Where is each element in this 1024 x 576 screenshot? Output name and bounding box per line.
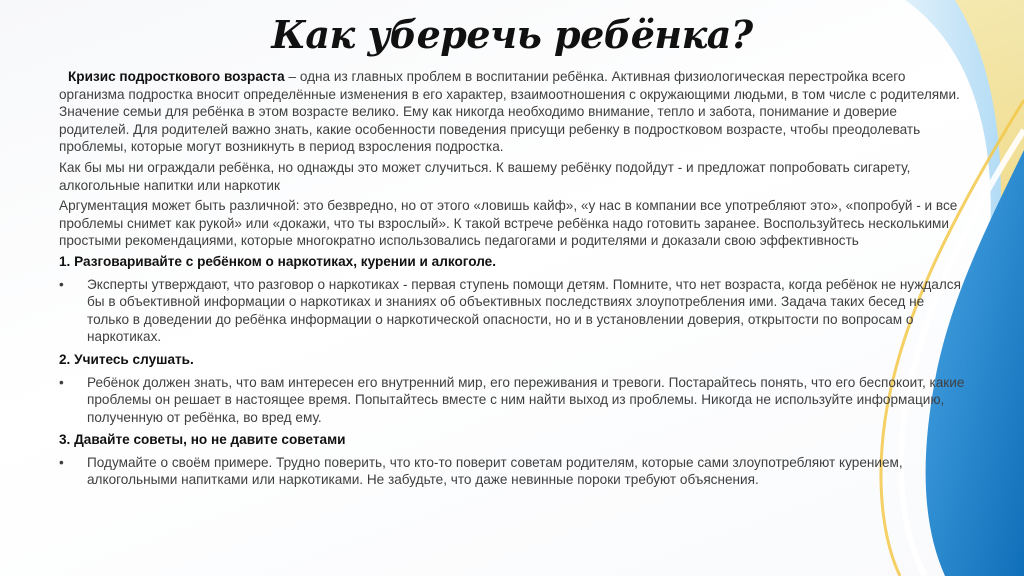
bullet-text: Ребёнок должен знать, что вам интересен его внутренний мир, его переживания и тревоги. Постарайтесь понять, что его беспокоит, какие проблемы он решает в настоящее время. Попытайтесь вместе с ним найти выход из проблемы. Никогда не используйте информацию, полученную от ребёнка, во вред ему.: [87, 374, 965, 425]
slide-body: [59, 68, 967, 494]
section-heading-advice: 3. Давайте советы, но не давите советами: [59, 432, 346, 448]
section-bullet-talk: [59, 276, 967, 346]
intro-paragraph: [59, 68, 967, 156]
bullet-icon: •: [59, 454, 64, 470]
intro-text: – одна из главных проблем в воспитании ребёнка. Активная физиологическая перестройка всего организма подростка вносит определённые изменения в его характер, взаимоотношения с окружающими людьми, в том числе с родителями. Значение семьи для ребёнка в этом возрасте велико. Ему как никогда необходимо внимание, тепло и забота, понимание и доверие родителей. Для родителей важно знать, какие особенности поведения присущи ребенку в подростковом возрасте, чтобы преодолевать проблемы, которые могут возникнуть в период взросления подростка.: [59, 69, 960, 155]
bullet-icon: •: [59, 374, 64, 390]
paragraph-argumentation: Аргументация может быть различной: это безвредно, но от этого «ловишь кайф», «у нас в компании все употребляют это», «попробуй - и все проблемы снимет как рукой» или «докажи, что ты взрослый». К такой встрече ребёнка надо готовить заранее. Воспользуйтесь несколькими простыми рекомендациями, которые многократно использовались педагогами и родителями и доказали свою эффективность: [59, 198, 958, 249]
paragraph-offer: Как бы мы ни ограждали ребёнка, но однажды это может случиться. К вашему ребёнку подойдут - и предложат попробовать сигарету, алкогольные напитки или наркотик: [59, 159, 911, 193]
section-heading-listen: 2. Учитесь слушать.: [59, 351, 194, 367]
intro-bold: Кризис подросткового возраста: [68, 69, 285, 84]
section-bullet-listen: [59, 374, 967, 427]
bullet-icon: •: [59, 276, 64, 292]
page-title: Как уберечь ребёнка?: [271, 12, 753, 57]
section-bullet-advice: [59, 454, 967, 489]
bullet-text: Подумайте о своём примере. Трудно поверить, что кто-то поверит советам родителям, которые сами злоупотребляют курением, алкогольными напитками или наркотиками. Не забудьте, что даже невинные пороки требуют объяснения.: [87, 454, 903, 488]
bullet-text: Эксперты утверждают, что разговор о наркотиках - первая ступень помощи детям. Помните, что нет возраста, когда ребёнок не нуждался бы в объективной информации о наркотиках и знаниях об объективных последствиях злоупотребления ими. Задача таких бесед не только в доведении до ребёнка информации о наркотической опасности, но и в установлении доверия, открытости по вопросам о наркотиках.: [87, 276, 961, 345]
section-heading-talk: 1. Разговаривайте с ребёнком о наркотиках, курении и алкоголе.: [59, 253, 497, 269]
